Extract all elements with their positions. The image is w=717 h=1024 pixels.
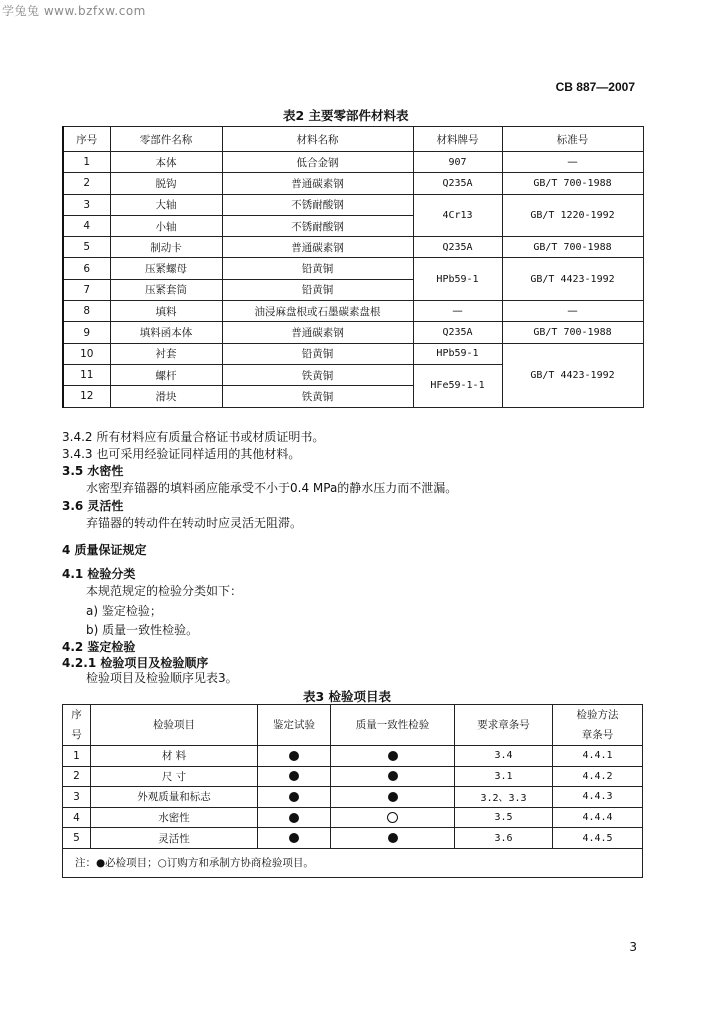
cell-material: 普通碳素钢 bbox=[222, 173, 413, 194]
header-method-line2: 章条号 bbox=[581, 729, 614, 741]
cell-material: 铅黄铜 bbox=[222, 279, 413, 300]
cell-conformity bbox=[331, 766, 455, 787]
hollow-circle-mark bbox=[387, 812, 398, 823]
cell-method: 4.4.1 bbox=[553, 746, 643, 767]
cell-no: 11 bbox=[63, 364, 110, 385]
cell-material: 铅黄铜 bbox=[222, 343, 413, 364]
cell-no: 2 bbox=[63, 766, 91, 787]
cell-grade-merged: 4Cr13 bbox=[413, 194, 502, 237]
header-material: 材料名称 bbox=[222, 127, 413, 152]
heading-3-6: 3.6 灵活性 bbox=[62, 499, 124, 513]
cell-method: 4.4.2 bbox=[553, 766, 643, 787]
cell-requirement: 3.2、3.3 bbox=[455, 787, 553, 808]
header-no bbox=[63, 705, 91, 746]
heading-4-2-1: 4.2.1 检验项目及检验顺序 bbox=[62, 656, 209, 670]
cell-standard-merged: GB/T 4423-1992 bbox=[502, 343, 643, 407]
filled-dot-mark bbox=[388, 792, 398, 802]
clause-4-1-text: 本规范规定的检验分类如下： bbox=[86, 584, 243, 598]
table-note: 注：●必检项目；○订购方和承制方协商检验项目。 bbox=[63, 848, 643, 877]
clause-4-2-1-text: 检验项目及检验顺序见表3。 bbox=[86, 671, 238, 685]
header-no-line2: 号 bbox=[71, 729, 82, 741]
header-no-line1: 序 bbox=[71, 709, 82, 721]
cell-no: 12 bbox=[63, 386, 110, 407]
materials-table bbox=[62, 126, 644, 408]
header-conformity: 质量一致性检验 bbox=[331, 705, 455, 746]
header-method-line1: 检验方法 bbox=[576, 709, 619, 721]
cell-no: 10 bbox=[63, 343, 110, 364]
cell-material: 低合金钢 bbox=[222, 152, 413, 173]
cell-part: 螺杆 bbox=[110, 364, 222, 385]
cell-material: 不锈耐酸钢 bbox=[222, 215, 413, 236]
filled-dot-mark bbox=[388, 833, 398, 843]
cell-standard-merged: GB/T 4423-1992 bbox=[502, 258, 643, 301]
cell-standard: GB/T 700-1988 bbox=[502, 322, 643, 343]
cell-no: 2 bbox=[63, 173, 110, 194]
table-row bbox=[63, 343, 643, 364]
cell-requirement: 3.4 bbox=[455, 746, 553, 767]
clause-3-6-text: 弃锚器的转动件在转动时应灵活无阻滞。 bbox=[86, 516, 303, 530]
clause-3-4-3: 3.4.3 也可采用经验证同样适用的其他材料。 bbox=[62, 447, 301, 461]
header-requirement: 要求章条号 bbox=[455, 705, 553, 746]
cell-standard-merged: GB/T 1220-1992 bbox=[502, 194, 643, 237]
table-row bbox=[63, 828, 643, 849]
cell-part: 本体 bbox=[110, 152, 222, 173]
cell-no: 9 bbox=[63, 322, 110, 343]
table-row bbox=[63, 152, 643, 173]
table3-caption: 表3 检验项目表 bbox=[303, 689, 392, 704]
cell-material: 铁黄铜 bbox=[222, 386, 413, 407]
cell-part: 压紧套筒 bbox=[110, 279, 222, 300]
filled-dot-mark bbox=[289, 751, 299, 761]
inspection-table bbox=[62, 704, 643, 878]
cell-no: 6 bbox=[63, 258, 110, 279]
cell-part: 衬套 bbox=[110, 343, 222, 364]
cell-qualification bbox=[258, 787, 331, 808]
filled-dot-mark bbox=[289, 792, 299, 802]
table-row bbox=[63, 258, 643, 279]
cell-qualification bbox=[258, 766, 331, 787]
cell-conformity bbox=[331, 787, 455, 808]
cell-item: 水密性 bbox=[91, 807, 258, 828]
filled-dot-mark bbox=[388, 771, 398, 781]
cell-no: 1 bbox=[63, 746, 91, 767]
cell-material: 油浸麻盘根或石墨碳素盘根 bbox=[222, 301, 413, 322]
clause-4-1-a: a) 鉴定检验； bbox=[86, 604, 162, 618]
cell-grade: HPb59-1 bbox=[413, 343, 502, 364]
cell-material: 铁黄铜 bbox=[222, 364, 413, 385]
cell-part: 制动卡 bbox=[110, 237, 222, 258]
cell-item: 材 料 bbox=[91, 746, 258, 767]
table-row bbox=[63, 766, 643, 787]
header-grade: 材料牌号 bbox=[413, 127, 502, 152]
cell-item: 外观质量和标志 bbox=[91, 787, 258, 808]
filled-dot-mark bbox=[289, 771, 299, 781]
cell-no: 5 bbox=[63, 828, 91, 849]
cell-method: 4.4.3 bbox=[553, 787, 643, 808]
cell-method: 4.4.4 bbox=[553, 807, 643, 828]
cell-no: 3 bbox=[63, 194, 110, 215]
standard-number: CB 887—2007 bbox=[555, 80, 635, 94]
cell-no: 1 bbox=[63, 152, 110, 173]
cell-part: 填料 bbox=[110, 301, 222, 322]
cell-standard: GB/T 700-1988 bbox=[502, 237, 643, 258]
cell-standard: GB/T 700-1988 bbox=[502, 173, 643, 194]
cell-qualification bbox=[258, 828, 331, 849]
table-row bbox=[63, 173, 643, 194]
table-note-row bbox=[63, 848, 643, 877]
table-row bbox=[63, 787, 643, 808]
cell-no: 4 bbox=[63, 807, 91, 828]
table-row bbox=[63, 746, 643, 767]
filled-dot-mark bbox=[289, 813, 299, 823]
table-row bbox=[63, 322, 643, 343]
filled-dot-mark bbox=[289, 833, 299, 843]
cell-no: 3 bbox=[63, 787, 91, 808]
cell-qualification bbox=[258, 746, 331, 767]
header-standard: 标准号 bbox=[502, 127, 643, 152]
cell-part: 滑块 bbox=[110, 386, 222, 407]
cell-grade: Q235A bbox=[413, 237, 502, 258]
cell-material: 普通碳素钢 bbox=[222, 322, 413, 343]
page-number: 3 bbox=[629, 940, 637, 954]
cell-requirement: 3.5 bbox=[455, 807, 553, 828]
cell-grade-merged: HFe59-1-1 bbox=[413, 364, 502, 407]
cell-method: 4.4.5 bbox=[553, 828, 643, 849]
cell-standard: — bbox=[502, 301, 643, 322]
watermark-text: 学兔兔 www.bzfxw.com bbox=[2, 4, 146, 18]
header-item: 检验项目 bbox=[91, 705, 258, 746]
header-part: 零部件名称 bbox=[110, 127, 222, 152]
cell-no: 5 bbox=[63, 237, 110, 258]
cell-no: 7 bbox=[63, 279, 110, 300]
table-row bbox=[63, 194, 643, 215]
cell-no: 8 bbox=[63, 301, 110, 322]
table2-caption: 表2 主要零部件材料表 bbox=[283, 108, 409, 123]
cell-requirement: 3.1 bbox=[455, 766, 553, 787]
cell-no: 4 bbox=[63, 215, 110, 236]
cell-grade: 907 bbox=[413, 152, 502, 173]
filled-dot-mark bbox=[388, 751, 398, 761]
cell-part: 脱钩 bbox=[110, 173, 222, 194]
table-header-row bbox=[63, 127, 643, 152]
cell-part: 小轴 bbox=[110, 215, 222, 236]
cell-material: 不锈耐酸钢 bbox=[222, 194, 413, 215]
heading-3-5: 3.5 水密性 bbox=[62, 464, 124, 478]
heading-4: 4 质量保证规定 bbox=[62, 543, 147, 557]
cell-item: 尺 寸 bbox=[91, 766, 258, 787]
table-header-row bbox=[63, 705, 643, 746]
cell-standard: — bbox=[502, 152, 643, 173]
cell-grade: Q235A bbox=[413, 173, 502, 194]
cell-conformity bbox=[331, 807, 455, 828]
cell-grade-merged: HPb59-1 bbox=[413, 258, 502, 301]
cell-part: 压紧螺母 bbox=[110, 258, 222, 279]
heading-4-1: 4.1 检验分类 bbox=[62, 567, 136, 581]
table-row bbox=[63, 301, 643, 322]
cell-part: 填料函本体 bbox=[110, 322, 222, 343]
cell-part: 大轴 bbox=[110, 194, 222, 215]
cell-requirement: 3.6 bbox=[455, 828, 553, 849]
cell-material: 普通碳素钢 bbox=[222, 237, 413, 258]
cell-item: 灵活性 bbox=[91, 828, 258, 849]
header-method bbox=[553, 705, 643, 746]
clause-4-1-b: b) 质量一致性检验。 bbox=[86, 623, 199, 637]
cell-qualification bbox=[258, 807, 331, 828]
cell-conformity bbox=[331, 828, 455, 849]
table-row bbox=[63, 237, 643, 258]
heading-4-2: 4.2 鉴定检验 bbox=[62, 640, 136, 654]
cell-conformity bbox=[331, 746, 455, 767]
clause-3-5-text: 水密型弃锚器的填料函应能承受不小于0.4 MPa的静水压力而不泄漏。 bbox=[86, 481, 458, 495]
cell-grade: — bbox=[413, 301, 502, 322]
table-row bbox=[63, 807, 643, 828]
header-qualification: 鉴定试验 bbox=[258, 705, 331, 746]
clause-3-4-2: 3.4.2 所有材料应有质量合格证书或材质证明书。 bbox=[62, 430, 325, 444]
cell-grade: Q235A bbox=[413, 322, 502, 343]
header-no: 序号 bbox=[63, 127, 110, 152]
cell-material: 铅黄铜 bbox=[222, 258, 413, 279]
